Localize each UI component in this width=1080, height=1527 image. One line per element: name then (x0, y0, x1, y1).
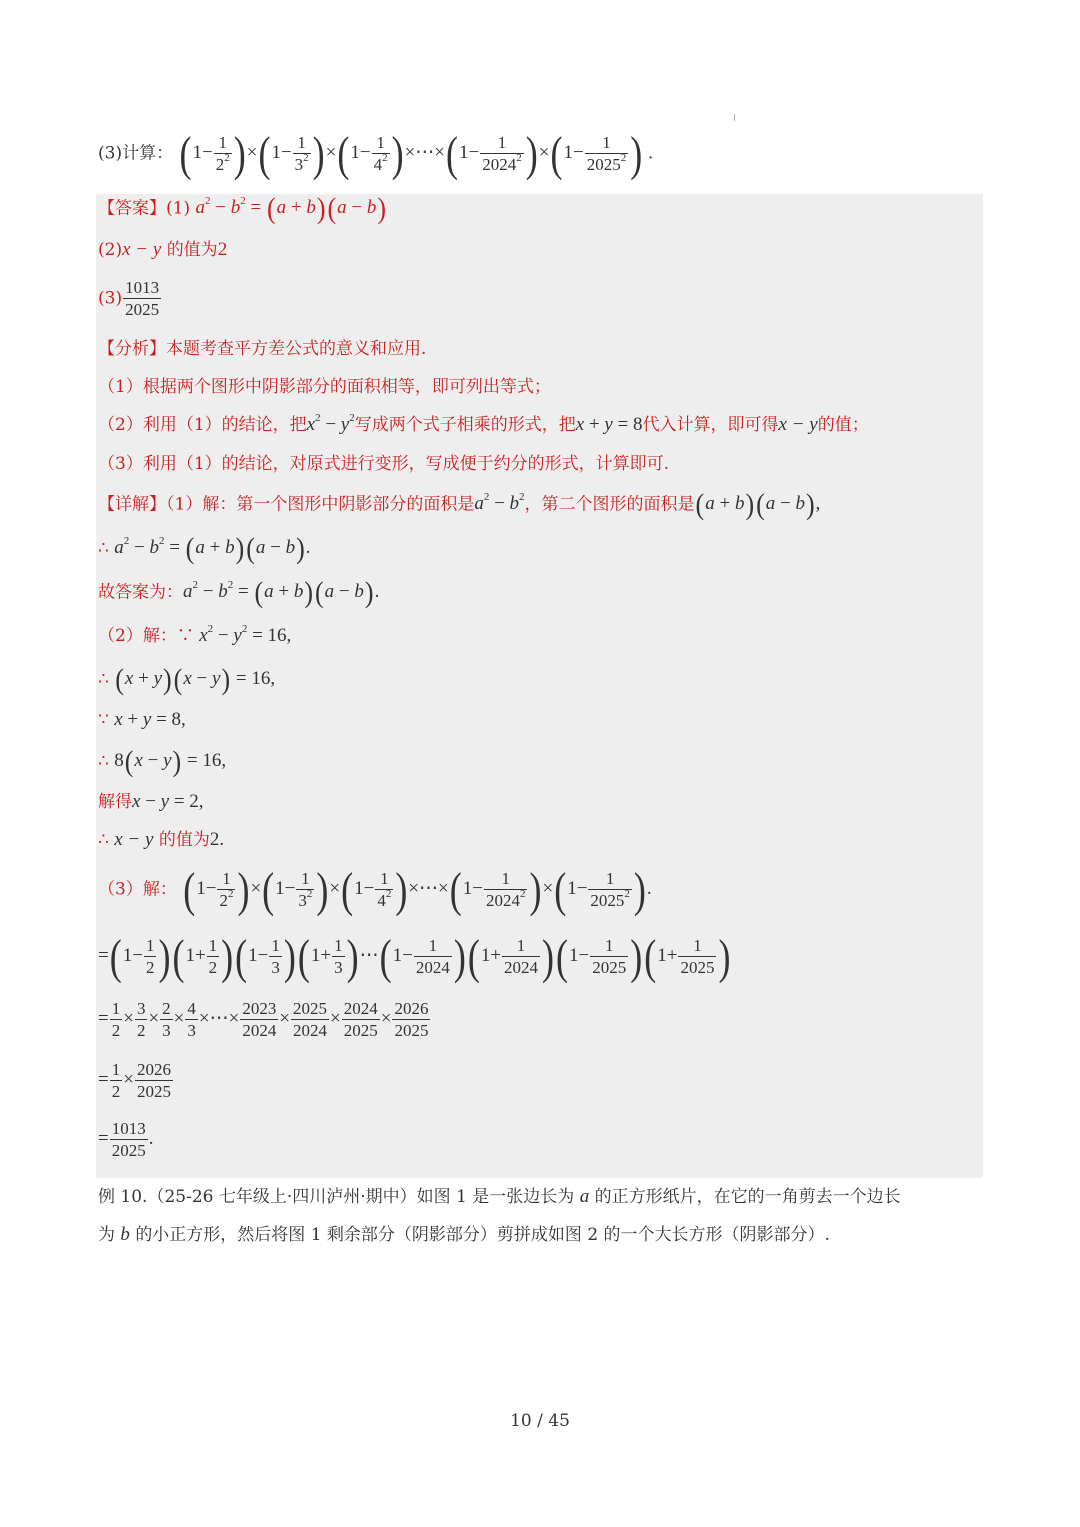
analysis-line-1: （1）根据两个图形中阴影部分的面积相等，即可列出等式； (98, 377, 551, 397)
detail-line-2: ∴ $a^2 - b^2 = (a + b)(a - b)$. (98, 531, 311, 566)
analysis-line-3: （3）利用（1）的结论，对原式进行变形，写成便于约分的形式，计算即可. (98, 454, 670, 474)
answer-part3-fraction: $\frac{1013}{2025}$ (125, 278, 160, 319)
answer-line-3 (98, 277, 162, 320)
detail-line-12: = $\frac{1}{2}$ × $\frac{3}{2}$ × $\frac{2}{3}$ × $\frac{4}{3}$ ×⋯× $\frac{2023}{2024}$ × $\frac{2025}{2024}$ × $\frac{2024}{2025}$ × $\frac{2026}{2025}$ (98, 999, 429, 1040)
answer-tag: 【答案】 (98, 198, 166, 219)
question-3-expression: (1− $\frac{1}{2^2}$ )×(1− $\frac{1}{3^2}$ )×(1− $\frac{1}{4^2}$ )×⋯×(1− $\frac{1}{2024^2}$ )×(1− $\frac{1}{2025^2}$ ) (179, 126, 643, 181)
page-number: 10 / 45 (510, 1411, 570, 1431)
answer-part2-prefix: (2) (98, 240, 123, 260)
detail-line-13: = $\frac{1}{2}$ × $\frac{2026}{2025}$ (98, 1060, 171, 1101)
question-3-end: . (647, 143, 654, 164)
analysis-title: 本题考查平方差公式的意义和应用. (166, 339, 427, 359)
answer-part1-prefix: (1) (166, 198, 191, 219)
detail-line-5: ∴ (x + y)(x − y) = 16, (98, 662, 276, 697)
answer-part2-text: 的值为 (166, 240, 218, 260)
detail-line-6: ∵ x + y = 8, (98, 709, 186, 730)
answer-part1-formula: $a^2 - b^2 = (a + b)(a - b)$ (195, 191, 387, 226)
example-label: 例 10. (98, 1187, 148, 1207)
answer-part3-prefix: (3) (98, 288, 123, 309)
detail-line-4: （2）解：∵ $x^2 - y^2 = 16$, (98, 623, 292, 646)
detail-line-7: ∴ 8(x − y) = 16, (98, 744, 227, 779)
detail-line-9: ∴ x − y 的值为2. (98, 829, 225, 850)
answer-part2-expr: x − y (122, 239, 162, 260)
analysis-title-line (98, 337, 426, 361)
example-10-paragraph: 例 10.（25-26 七年级上·四川泸州·期中）如图 1 是一张边长为 a 的正方形纸片，在它的一角剪去一个边长 为 b 的小正方形，然后将图 1 剩余部分（阴影部分）剪拼成如图 2 的一个大长方形（阴影部分）. (98, 1186, 901, 1245)
analysis-line-2: （2）利用（1）的结论，把$x^2 - y^2$写成两个式子相乘的形式，把x + y = 8代入计算，即可得x − y的值； (98, 412, 869, 435)
analysis-tag: 【分析】 (98, 339, 166, 359)
detail-line-3: 故答案为：$a^2 - b^2 = (a + b)(a - b)$. (98, 575, 380, 610)
answer-part2-value: 2 (217, 239, 228, 260)
detail-line-10: （3）解： (1− $\frac{1}{2^2}$ )×(1− $\frac{1}{3^2}$ )×(1− $\frac{1}{4^2}$ )×⋯×(1− $\frac{1}{2024^2}$ )×(1− $\frac{1}{2025^2}$ ). (98, 862, 652, 917)
detail-line-8: 解得x − y = 2, (98, 791, 204, 812)
answer-line-2 (98, 238, 227, 262)
question-3-line (98, 126, 654, 181)
detail-line-14: = $\frac{1013}{2025}$ . (98, 1119, 154, 1160)
answer-line-1 (98, 191, 387, 226)
page-top-mark: ǀ (733, 114, 736, 124)
detail-line-1: 【详解】（1）解：第一个图形中阴影部分的面积是$a^2 - b^2$，第二个图形的面积是(a + b)(a − b), (98, 487, 821, 522)
detail-tag: 【详解】 (98, 494, 166, 515)
question-3-label: (3)计算： (98, 143, 174, 164)
detail-line-11: =(1− $\frac{1}{2}$ )(1+ $\frac{1}{2}$ )(1− $\frac{1}{3}$ )(1+ $\frac{1}{3}$ )⋯(1− $\frac{1}{2024}$ )(1+ $\frac{1}{2024}$ )(1− $\frac{1}{2025}$ )(1+ $\frac{1}{2025}$ ) (98, 929, 731, 984)
